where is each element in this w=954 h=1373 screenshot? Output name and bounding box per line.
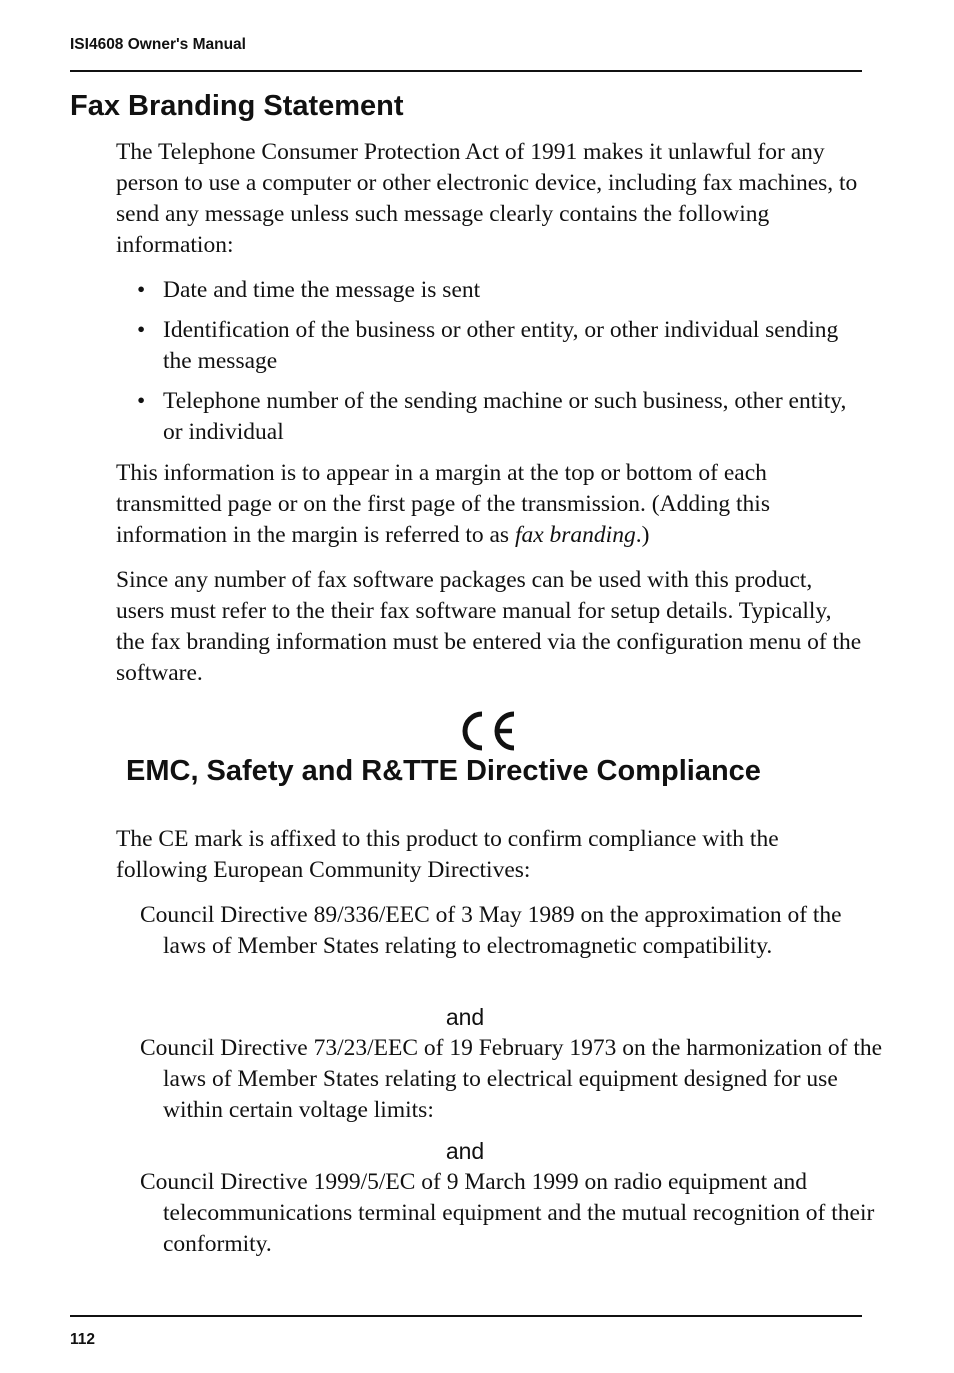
list-item: • Date and time the message is sent xyxy=(116,275,862,306)
footer-divider xyxy=(70,1315,862,1317)
section-heading-emc-compliance: EMC, Safety and R&TTE Directive Compliance xyxy=(126,755,761,787)
fax-branding-term: fax branding xyxy=(514,522,636,548)
margin-text-before: This information is to appear in a margin at the top or bottom of each transmitted page or on the first page of the transmission. (Adding this information in the margin is referred to as xyxy=(116,460,770,548)
emc-intro-paragraph: The CE mark is affixed to this product to confirm compliance with the following European Community Directives: xyxy=(116,826,779,883)
fax-software-paragraph: Since any number of fax software packages can be used with this product, users must refer to the their fax software manual for setup details. Typically, the fax branding information must be entered via the configuration menu of the software. xyxy=(116,567,862,686)
required-information-list xyxy=(116,275,862,457)
ce-mark-icon xyxy=(460,709,518,753)
margin-text-after: .) xyxy=(635,522,650,548)
page-number: 112 xyxy=(70,1331,96,1348)
fax-intro-paragraph: The Telephone Consumer Protection Act of 1991 makes it unlawful for any person to use a computer or other electronic device, including fax machines, to send any message unless such message clearly contains the following information: xyxy=(116,139,858,258)
directive-connector: and xyxy=(445,1004,485,1030)
header-divider xyxy=(70,70,862,72)
manual-title: ISI4608 Owner's Manual xyxy=(70,36,246,53)
directive-connector: and xyxy=(445,1138,485,1164)
list-item: • Telephone number of the sending machine or such business, other entity, or individual xyxy=(116,386,862,448)
directive-item: Council Directive 73/23/EEC of 19 February 1973 on the harmonization of the laws of Member States relating to electrical equipment designed for use within certain voltage limits: xyxy=(140,1035,883,1123)
list-item: • Identification of the business or other entity, or other individual sending the message xyxy=(116,315,862,377)
section-heading-fax-branding: Fax Branding Statement xyxy=(70,90,404,122)
directive-item: Council Directive 1999/5/EC of 9 March 1999 on radio equipment and telecommunications terminal equipment and the mutual recognition of their conformity. xyxy=(140,1169,875,1257)
directive-item: Council Directive 89/336/EEC of 3 May 1989 on the approximation of the laws of Member States relating to electromagnetic compatibility. xyxy=(140,902,842,959)
fax-margin-paragraph xyxy=(116,458,862,551)
